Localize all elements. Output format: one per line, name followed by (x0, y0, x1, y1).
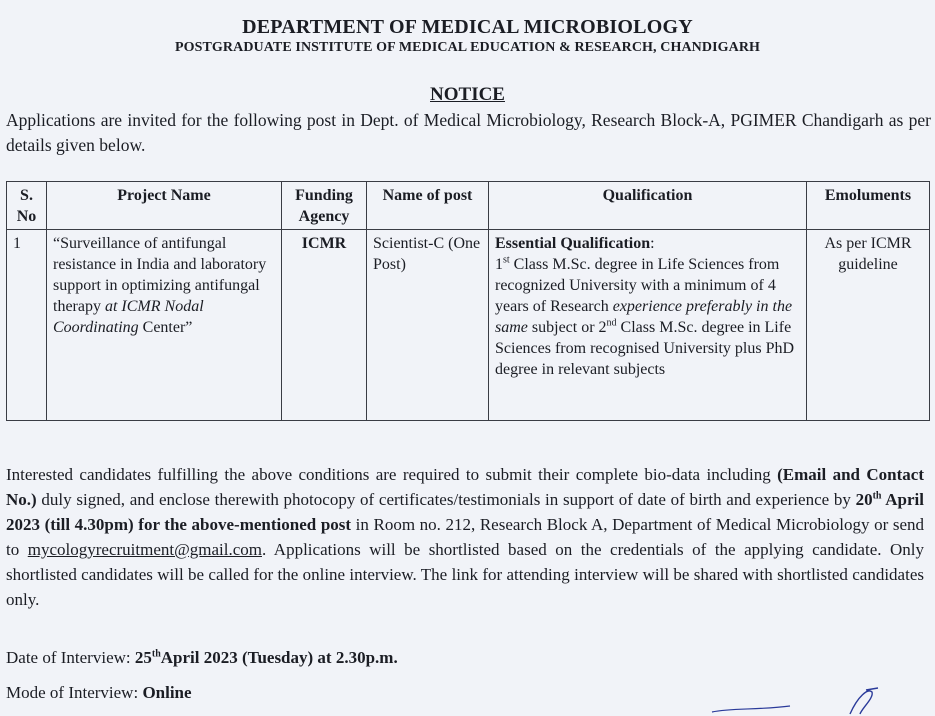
body-p3: in Room no. 212, Research Block A, Department of Medical Microbiology or send to (6, 515, 924, 559)
deadline-sup: th (872, 490, 882, 502)
interview-date (135, 648, 398, 667)
header-project-name: Project Name (47, 182, 282, 230)
body-p2: duly signed, and enclose therewith photocopy of certificates/testimonials in support of date of birth and experience by (41, 490, 851, 509)
cell-name-of-post: Scientist-C (One Post) (367, 230, 489, 421)
interview-mode-value: Online (142, 683, 192, 702)
institute-title: POSTGRADUATE INSTITUTE OF MEDICAL EDUCATION & RESEARCH, CHANDIGARH (174, 40, 761, 55)
table-header-row (7, 182, 930, 230)
cell-sno: 1 (7, 230, 47, 421)
cell-qualification (489, 230, 807, 421)
interview-date-rest: April 2023 (Tuesday) at 2.30p.m. (160, 648, 398, 667)
body-p1: Interested candidates fulfilling the above conditions are required to submit their complete bio-data including (6, 465, 771, 484)
posts-table (6, 181, 930, 421)
project-text-end: Center” (142, 319, 193, 336)
department-title: DEPARTMENT OF MEDICAL MICROBIOLOGY (242, 16, 693, 38)
qualification-text1: Class M.Sc. degree in Life Sciences from recognized University with a minimum of 4 years of Research (495, 256, 780, 315)
deadline-rest: April 2023 (till 4.30pm) for the above-mentioned post (6, 490, 925, 534)
interview-mode-label: Mode of Interview: (6, 683, 139, 702)
interview-mode-line (6, 683, 192, 703)
qualification-num1: 1 (495, 256, 503, 273)
qualification-text2: subject or 2 (531, 319, 607, 336)
body-p4: . Applications will be shortlisted based on the credentials of the applying candidate. Only shortlisted candidates will be called for the online interview. The link for attending interview will be shared with shortlisted candidates only. (6, 540, 924, 609)
header-funding-agency: Funding Agency (282, 182, 367, 230)
qualification-heading: Essential Qualification (495, 235, 651, 252)
project-text-italic: at ICMR Nodal Coordinating (53, 298, 204, 336)
header-sno: S. No (7, 182, 47, 230)
header-name-of-post: Name of post (367, 182, 489, 230)
table-row (7, 230, 930, 421)
header-emoluments: Emoluments (807, 182, 930, 230)
project-text: “Surveillance of antifungal resistance in India and laboratory support in optimizing antifungal therapy (53, 235, 267, 315)
notice-heading: NOTICE (430, 84, 505, 105)
qualification-sup2: nd (606, 317, 617, 329)
deadline-day: 20 (855, 490, 873, 509)
cell-project-name (47, 230, 282, 421)
qualification-text3: Class M.Sc. degree in Life Sciences from recognised University plus PhD degree in relevant subjects (495, 319, 795, 378)
qualification-colon: : (650, 235, 655, 252)
interview-date-day: 25 (134, 648, 152, 667)
qualification-italic: experience preferably in the same (495, 298, 793, 336)
intro-paragraph: Applications are invited for the following post in Dept. of Medical Microbiology, Research Block-A, PGIMER Chandigarh as per details given below. (6, 110, 931, 155)
body-p1-bold: (Email and Contact No.) (6, 465, 924, 509)
interview-date-label: Date of Interview: (6, 648, 131, 667)
cell-emoluments: As per ICMR guideline (807, 230, 930, 421)
header-qualification: Qualification (489, 182, 807, 230)
body-paragraph (6, 462, 924, 612)
interview-date-sup: th (151, 648, 161, 660)
qualification-sup1: st (503, 254, 510, 266)
cell-funding-agency: ICMR (282, 230, 367, 421)
email-link[interactable]: mycologyrecruitment@gmail.com (27, 540, 262, 559)
interview-date-line (6, 648, 398, 668)
